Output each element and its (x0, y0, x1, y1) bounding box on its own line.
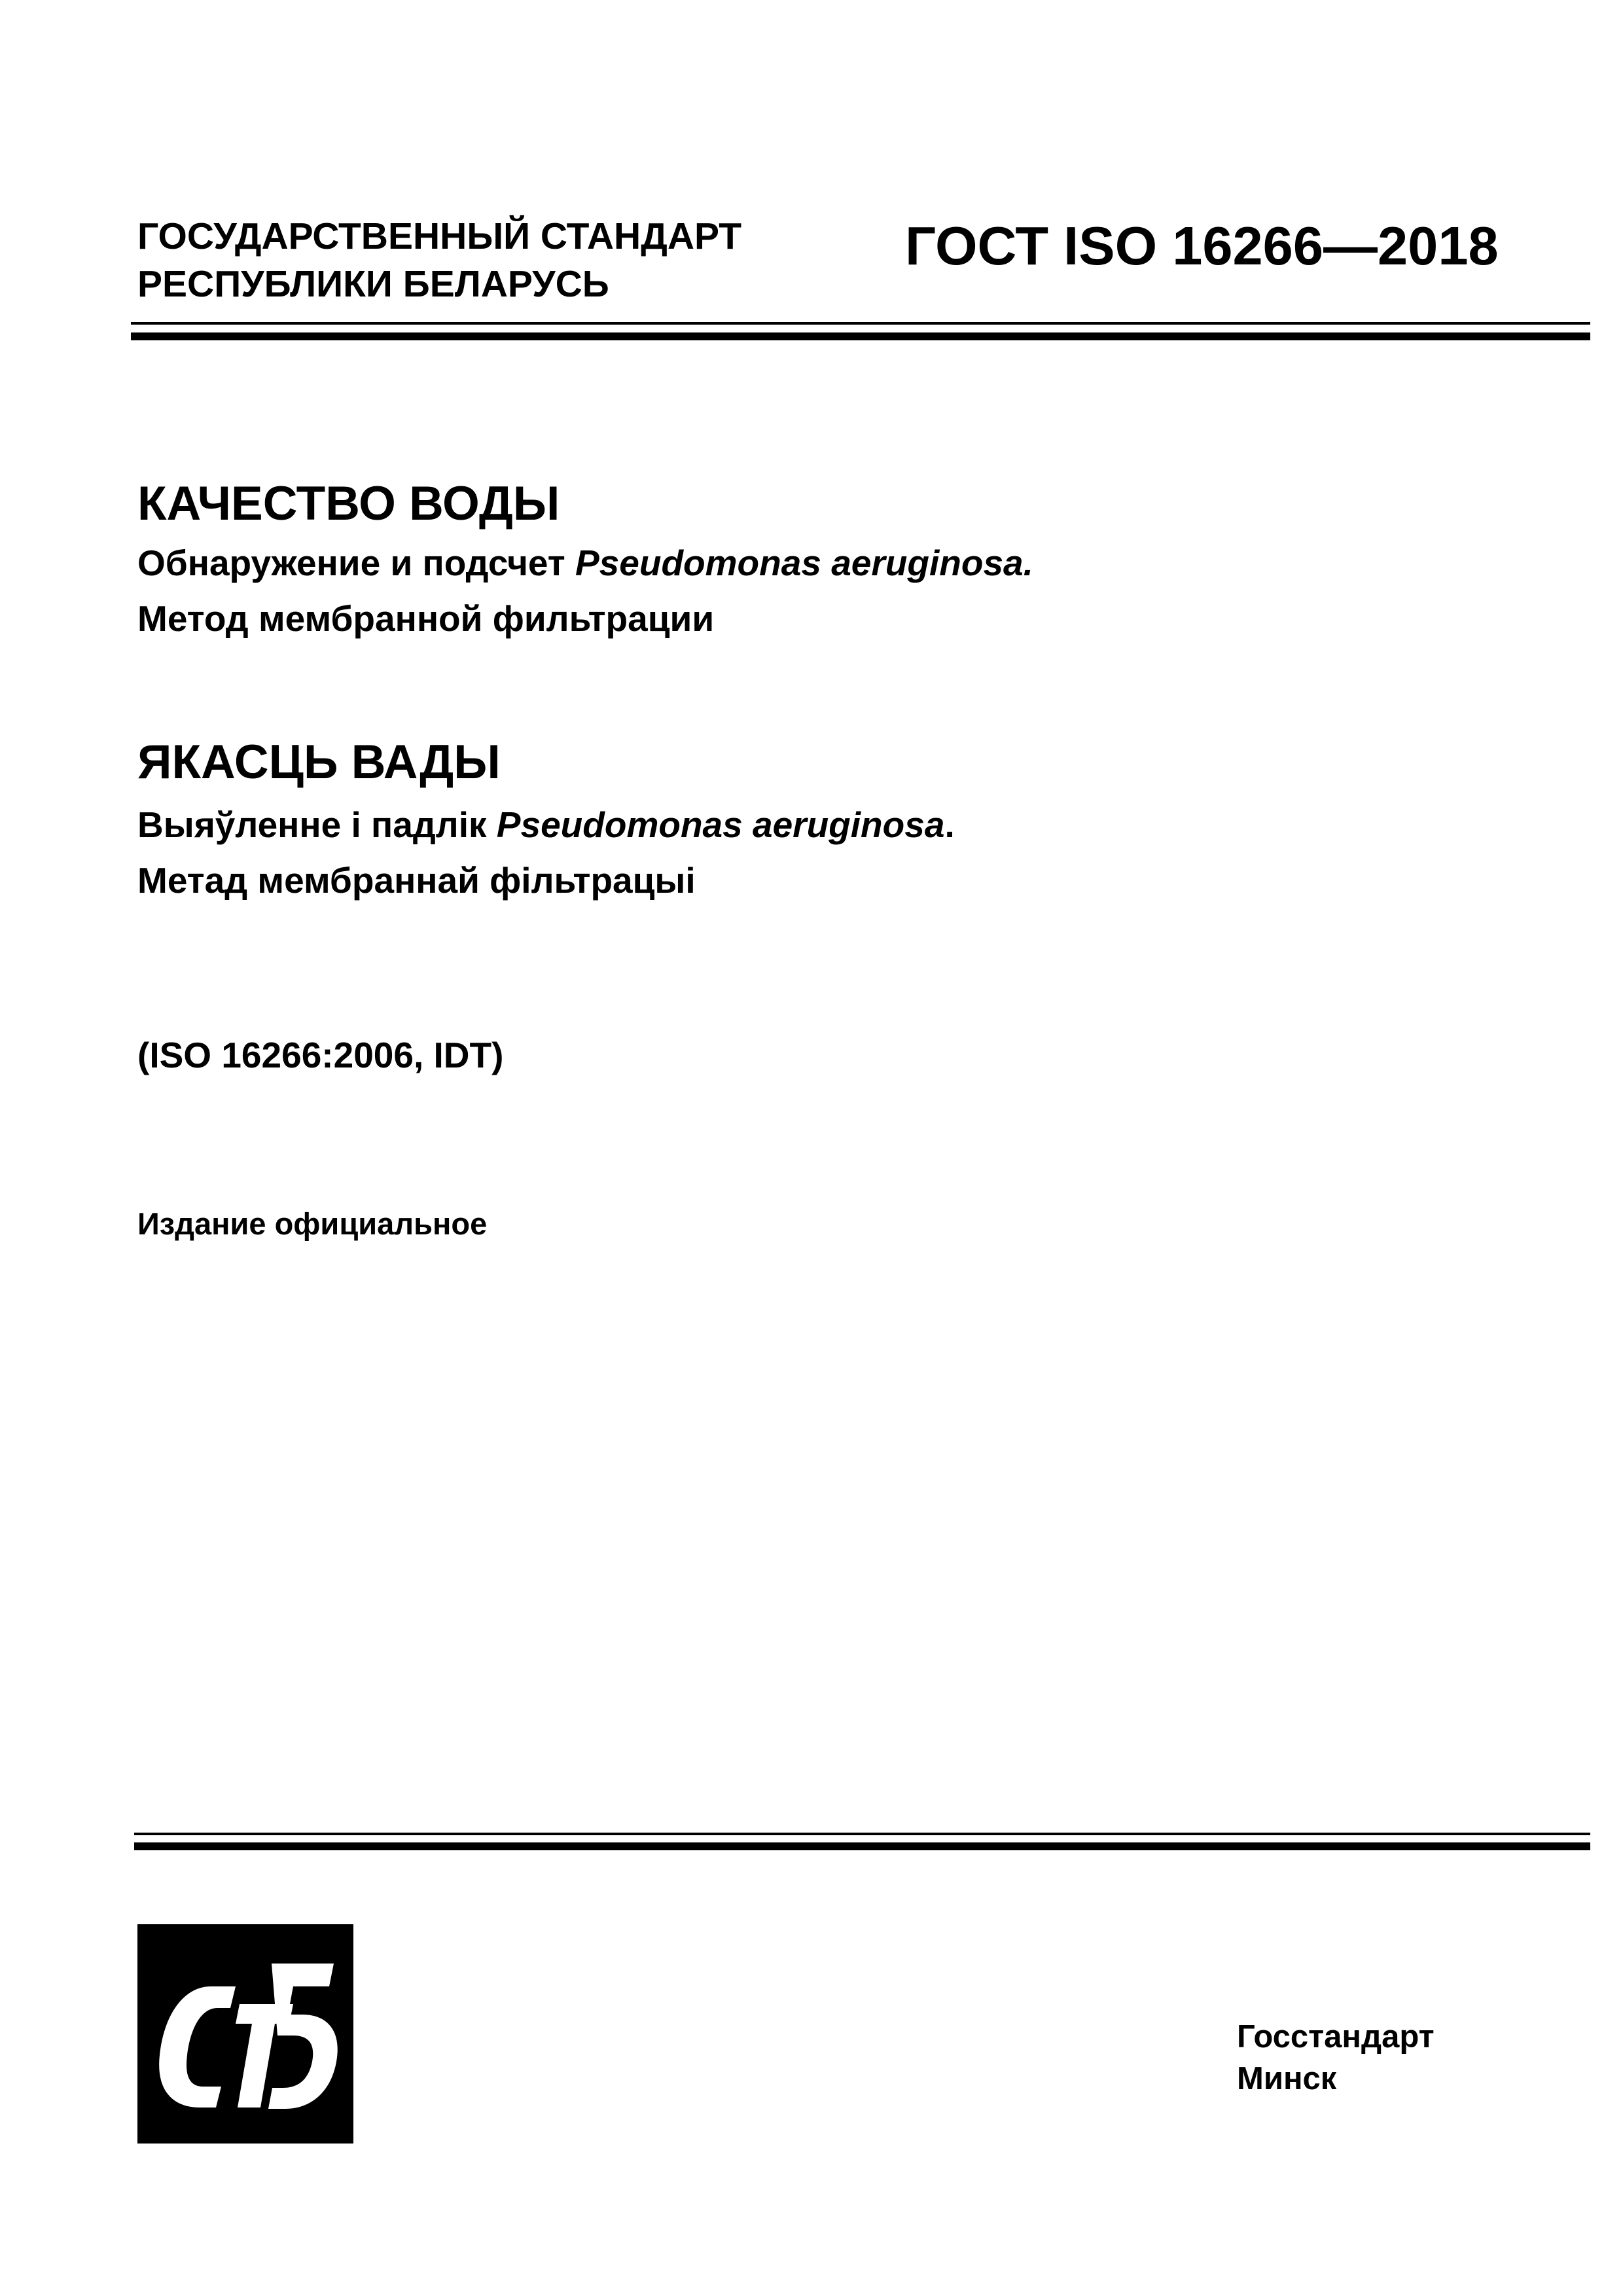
title-be-line-1-text: Выяўленне і падлік (137, 804, 497, 845)
iso-reference: (ISO 16266:2006, IDT) (137, 1035, 504, 1075)
title-ru-line-1 (137, 540, 1033, 586)
title-be-line-1 (137, 802, 955, 848)
organization-line-2: РЕСПУБЛИКИ БЕЛАРУСЬ (137, 263, 609, 305)
standard-code: ГОСТ ISO 16266—2018 (905, 215, 1499, 276)
footer-rule-thin (134, 1833, 1590, 1835)
title-be-line-1-species: Pseudomonas aeruginosa (496, 804, 945, 845)
title-ru-line-1-text: Обнаружение и подсчет (137, 543, 575, 583)
publisher (1237, 2016, 1435, 2100)
header-rule-thick (131, 332, 1590, 340)
publisher-city: Минск (1237, 2061, 1337, 2096)
title-be-line-2: Метад мембраннай фільтрацыі (137, 860, 696, 901)
title-be-line-1-end: . (944, 804, 955, 845)
title-ru-heading: КАЧЕСТВО ВОДЫ (137, 477, 560, 530)
footer-rule-thick (134, 1842, 1590, 1850)
title-ru-line-2: Метод мембранной фильтрации (137, 598, 715, 639)
stb-logo (137, 1924, 353, 2144)
edition-note: Издание официальное (137, 1206, 488, 1241)
stb-logo-icon (137, 1924, 353, 2144)
header-rule-thin (131, 322, 1590, 325)
organization-name (137, 213, 741, 308)
organization-line-1: ГОСУДАРСТВЕННЫЙ СТАНДАРТ (137, 215, 742, 257)
publisher-name: Госстандарт (1237, 2019, 1435, 2054)
title-ru-line-1-species: Pseudomonas aeruginosa. (575, 543, 1033, 583)
title-be-heading: ЯКАСЦЬ ВАДЫ (137, 736, 501, 789)
